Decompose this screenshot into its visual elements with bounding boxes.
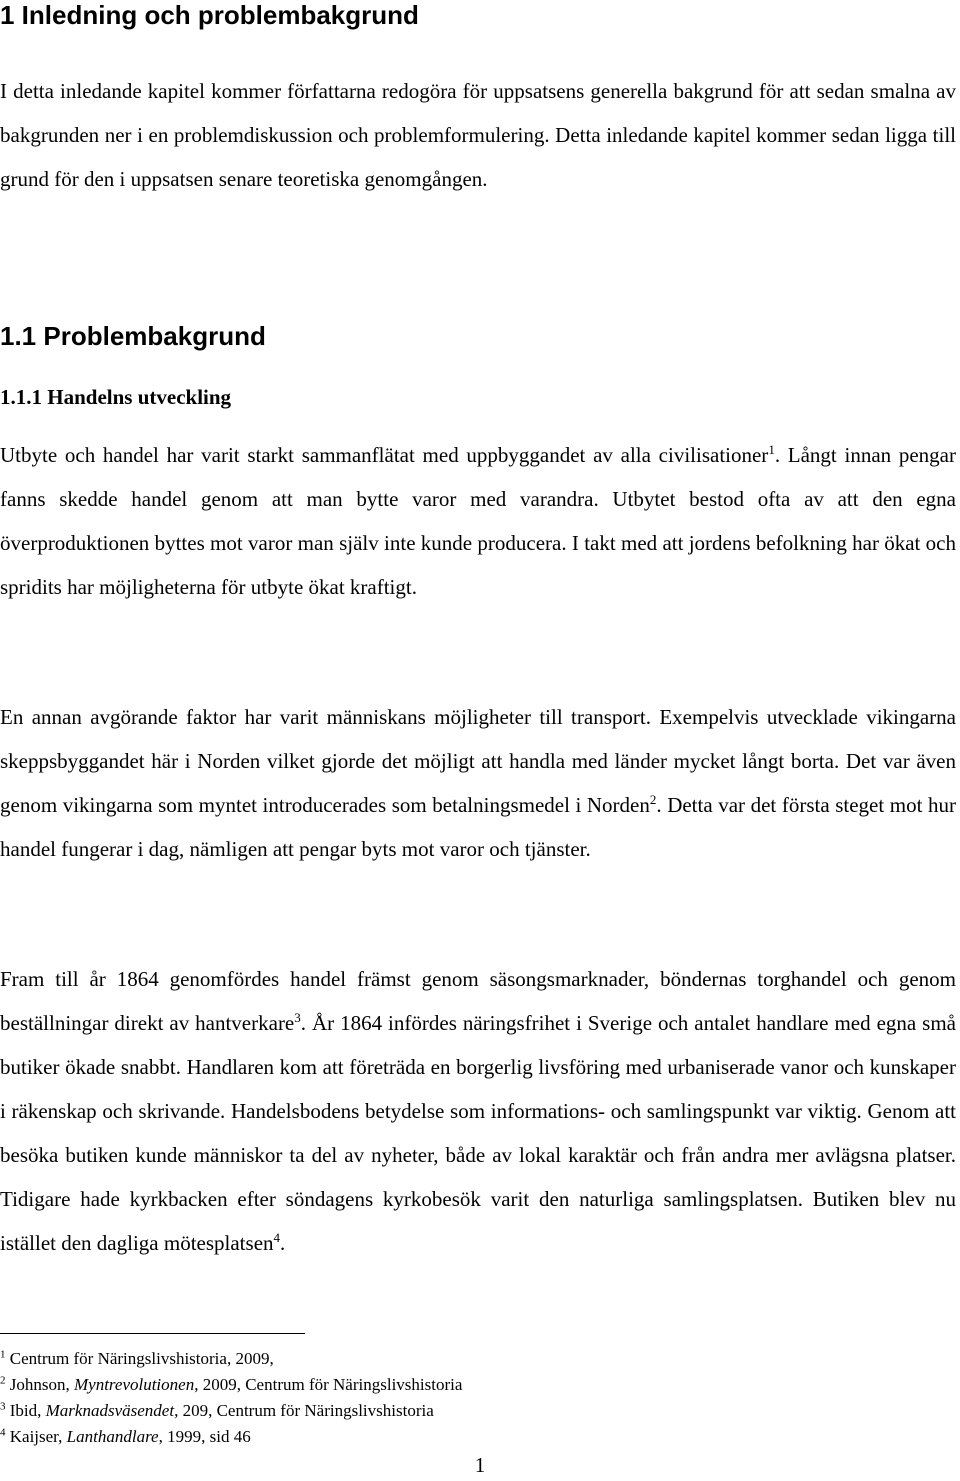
footnote-work-title: Lanthandlare: [66, 1427, 159, 1446]
footnote-text: , 2009, Centrum för Näringslivshistoria: [194, 1375, 463, 1394]
footnote-text: Ibid,: [5, 1401, 46, 1420]
footnote-text: Johnson,: [5, 1375, 74, 1394]
chapter-heading: 1 Inledning och problembakgrund: [0, 0, 419, 30]
footnote-text: , 209, Centrum för Näringslivshistoria: [174, 1401, 434, 1420]
footnote-number: 2: [0, 1374, 6, 1387]
section-heading: 1.1 Problembakgrund: [0, 321, 266, 351]
paragraph-civilisation: [0, 433, 956, 609]
footnote-ref[interactable]: 1: [768, 442, 775, 457]
footnote-item: [0, 1398, 940, 1424]
paragraph-text: En annan avgörande faktor har varit människans möjligheter till transport. Exempelvis utvecklade vikingarna skeppsbyggandet här i Norden vilket gjorde det möjligt att handla med länder mycket långt borta. Det var även genom vikingarna som myntet introducerades som betalningsmedel i Norden: [0, 705, 956, 817]
footnote-number: 1: [0, 1348, 6, 1361]
footnote-text: Kaijser,: [5, 1427, 67, 1446]
paragraph-transport: [0, 695, 956, 871]
footnote-ref[interactable]: 4: [273, 1230, 281, 1245]
paragraph-text: . År 1864 infördes näringsfrihet i Sverige och antalet handlare med egna små butiker ökade snabbt. Handlaren kom att företräda en borgerlig livsföring med urbaniserade vanor och kunskaper i räkenskap och skrivande. Handelsbodens betydelse som informations- och samlingspunkt var viktig. Genom att besöka butiken kunde människor ta del av nyheter, både av lokal karaktär och från andra mer avlägsna platser. Tidigare hade kyrkbacken efter söndagens kyrkobesök varit den naturliga samlingsplatsen. Butiken blev nu istället den dagliga mötesplatsen: [0, 1011, 956, 1255]
footnote-ref[interactable]: 2: [649, 792, 657, 807]
paragraph-text: Utbyte och handel har varit starkt sammanflätat med uppbyggandet av alla civilisationer: [0, 443, 769, 467]
footnote-item: [0, 1372, 940, 1398]
footnote-divider: [0, 1333, 305, 1334]
footnote-work-title: Myntrevolutionen: [73, 1375, 195, 1394]
footnote-number: 3: [0, 1400, 6, 1413]
footnote-ref[interactable]: 3: [294, 1010, 301, 1025]
footnote-text: Centrum för Näringslivshistoria, 2009,: [5, 1349, 274, 1368]
paragraph-handel-1864: [0, 957, 956, 1265]
page-number: 1: [474, 1453, 486, 1477]
footnote-item: [0, 1346, 940, 1372]
intro-paragraph: I detta inledande kapitel kommer författarna redogöra för uppsatsens generella bakgrund för att sedan smalna av bakgrunden ner i en problemdiskussion och problemformulering. Detta inledande kapitel kommer sedan ligga till grund för den i uppsatsen senare teoretiska genomgången.: [0, 79, 956, 191]
footnote-work-title: Marknadsväsendet: [45, 1401, 175, 1420]
paragraph-text: . Långt innan pengar fanns skedde handel genom att man bytte varor med varandra. Utbytet bestod ofta av att den egna överproduktionen byttes mot varor man själv inte kunde producera. I takt med att jordens befolkning har ökat och spridits har möjligheterna för utbyte ökat kraftigt.: [0, 443, 956, 599]
footnote-number: 4: [0, 1426, 6, 1439]
footnote-list: [0, 1346, 940, 1450]
subsection-heading: 1.1.1 Handelns utveckling: [0, 385, 232, 409]
paragraph-text: . Detta var det första steget mot hur handel fungerar i dag, nämligen att pengar byts mot varor och tjänster.: [0, 793, 956, 861]
footnote-item: [0, 1424, 940, 1450]
paragraph-text: .: [280, 1231, 286, 1255]
footnote-text: , 1999, sid 46: [158, 1427, 251, 1446]
paragraph-text: Fram till år 1864 genomfördes handel främst genom säsongsmarknader, böndernas torghandel och genom beställningar direkt av hantverkare: [0, 967, 956, 1035]
